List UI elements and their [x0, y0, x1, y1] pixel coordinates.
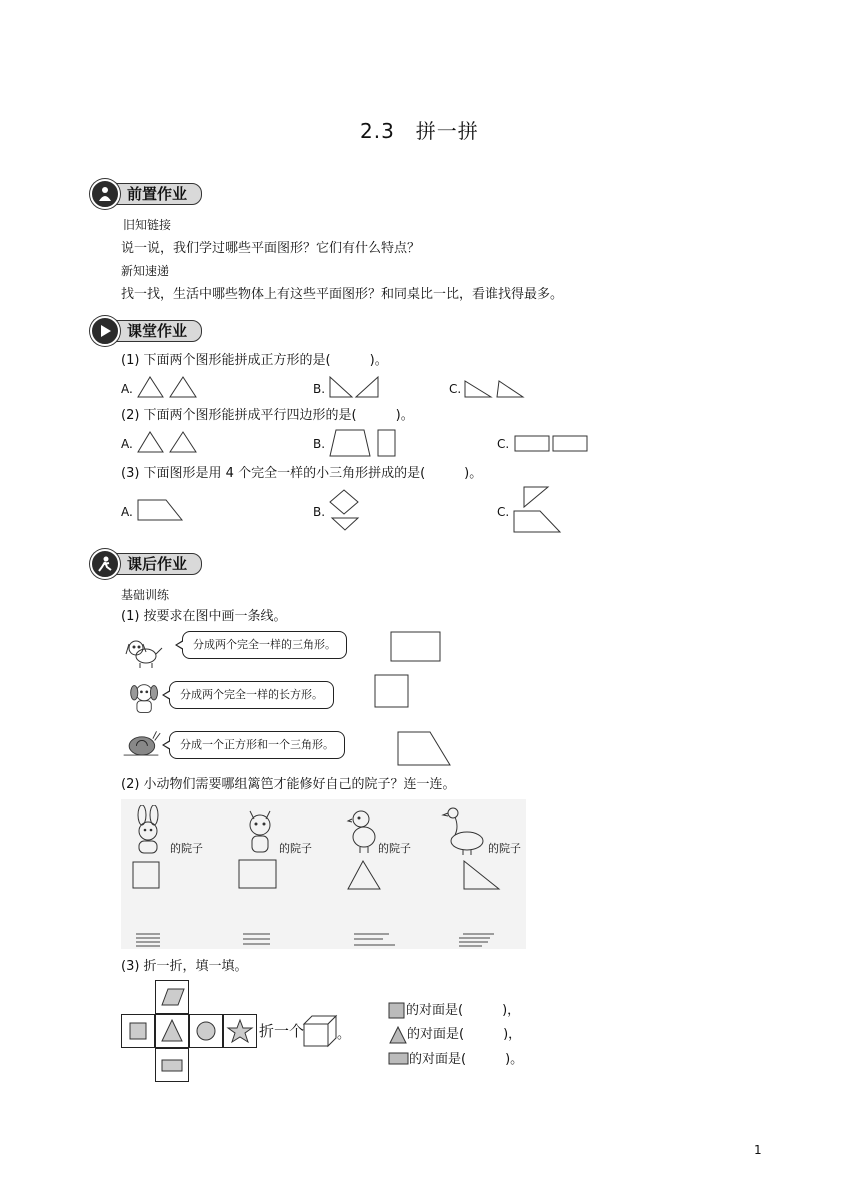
goose-icon — [441, 805, 487, 857]
fold-text: 折一个 — [259, 1022, 305, 1040]
page-number: 1 — [754, 1143, 762, 1157]
square-figure[interactable] — [373, 673, 411, 709]
q1-option-b-figure — [328, 375, 384, 399]
net-face-center — [155, 1014, 189, 1048]
class-question-3: (3) 下面图形是用 4 个完全一样的小三角形拼成的是( )。 — [121, 466, 483, 481]
yard-label-goose: 的院子 — [488, 842, 521, 855]
square-opposite-text: 的对面是( )， — [406, 1003, 521, 1018]
puppy-icon — [124, 636, 166, 670]
yard-square[interactable] — [131, 860, 163, 890]
dog-icon — [124, 682, 166, 716]
q3-option-b-figure — [328, 488, 362, 534]
fence-set-2[interactable] — [242, 932, 274, 948]
net-face-far-right — [223, 1014, 257, 1048]
fence-set-1[interactable] — [135, 932, 165, 948]
play-icon — [90, 316, 120, 346]
rectangle-figure[interactable] — [389, 630, 443, 664]
after-question-2: (2) 小动物们需要哪组篱笆才能修好自己的院子？连一连。 — [121, 777, 456, 792]
class-question-1: (1) 下面两个图形能拼成正方形的是( )。 — [121, 353, 388, 368]
new-knowledge-text: 找一找，生活中哪些物体上有这些平面图形？和同桌比一比，看谁找得最多。 — [121, 287, 564, 302]
q1-option-c-figure — [463, 377, 527, 399]
yard-label-cat: 的院子 — [279, 842, 312, 855]
fold-end: 。 — [337, 1027, 351, 1042]
triangle-opposite-text: 的对面是( )， — [407, 1027, 522, 1042]
option-b-label: B. — [313, 505, 326, 519]
cube-icon — [302, 1014, 338, 1048]
banner-label: 课堂作业 — [110, 320, 202, 342]
fence-set-3[interactable] — [353, 932, 399, 948]
square-icon — [122, 1015, 154, 1047]
rectangle-icon — [156, 1049, 188, 1081]
triangle-face-icon — [388, 1025, 408, 1045]
cat-icon — [240, 805, 280, 855]
rabbit-icon — [128, 805, 168, 855]
runner-icon — [90, 549, 120, 579]
option-b-label: B. — [313, 382, 326, 396]
rectangle-opposite-text: 的对面是( )。 — [409, 1052, 524, 1067]
net-face-left — [121, 1014, 155, 1048]
snail-icon — [120, 728, 162, 762]
new-knowledge-label: 新知速递 — [121, 264, 170, 278]
chick-icon — [346, 805, 380, 855]
square-face-icon — [388, 1002, 406, 1020]
triangle-icon — [156, 1015, 188, 1047]
after-question-1: (1) 按要求在图中画一条线。 — [121, 609, 287, 624]
class-question-2: (2) 下面两个图形能拼成平行四边形的是( )。 — [121, 408, 414, 423]
option-c-label: C. — [497, 437, 510, 451]
fence-set-4[interactable] — [458, 932, 498, 948]
pre-homework-banner — [90, 179, 202, 209]
q3-option-a-figure — [136, 498, 186, 524]
q2-option-a-figure — [136, 430, 200, 454]
page-title: 2.3 拼一拼 — [360, 119, 479, 143]
instruction-bubble-3: 分成一个正方形和一个三角形。 — [169, 731, 345, 759]
q3-option-c-figure — [512, 485, 564, 535]
trapezoid-figure[interactable] — [396, 729, 454, 767]
class-homework-banner — [90, 316, 202, 346]
basic-training-label: 基础训练 — [121, 588, 170, 602]
q2-option-b-figure — [328, 428, 400, 458]
old-link-label: 旧知链接 — [123, 218, 172, 232]
net-face-right — [189, 1014, 223, 1048]
instruction-bubble-2: 分成两个完全一样的长方形。 — [169, 681, 334, 709]
yard-right-triangle[interactable] — [461, 858, 503, 892]
option-a-label: A. — [121, 382, 133, 396]
net-face-bottom — [155, 1048, 189, 1082]
option-c-label: C. — [497, 505, 510, 519]
yard-label-rabbit: 的院子 — [170, 842, 203, 855]
after-class-homework-banner — [90, 549, 202, 579]
option-a-label: A. — [121, 437, 133, 451]
option-a-label: A. — [121, 505, 133, 519]
banner-label: 课后作业 — [110, 553, 202, 575]
option-c-label: C. — [449, 382, 462, 396]
net-face-top — [155, 980, 189, 1014]
q1-option-a-figure — [136, 375, 200, 399]
rectangle-face-icon — [388, 1052, 410, 1066]
person-icon — [90, 179, 120, 209]
star-icon — [224, 1015, 256, 1047]
after-question-3: (3) 折一折，填一填。 — [121, 959, 248, 974]
old-link-text: 说一说，我们学过哪些平面图形？它们有什么特点？ — [121, 241, 421, 256]
instruction-bubble-1: 分成两个完全一样的三角形。 — [182, 631, 347, 659]
parallelogram-icon — [156, 981, 188, 1013]
banner-label: 前置作业 — [110, 183, 202, 205]
circle-icon — [190, 1015, 222, 1047]
yard-label-chick: 的院子 — [378, 842, 411, 855]
option-b-label: B. — [313, 437, 326, 451]
yard-triangle[interactable] — [346, 858, 384, 892]
yard-rectangle[interactable] — [237, 858, 279, 890]
q2-option-c-figure — [513, 434, 591, 454]
